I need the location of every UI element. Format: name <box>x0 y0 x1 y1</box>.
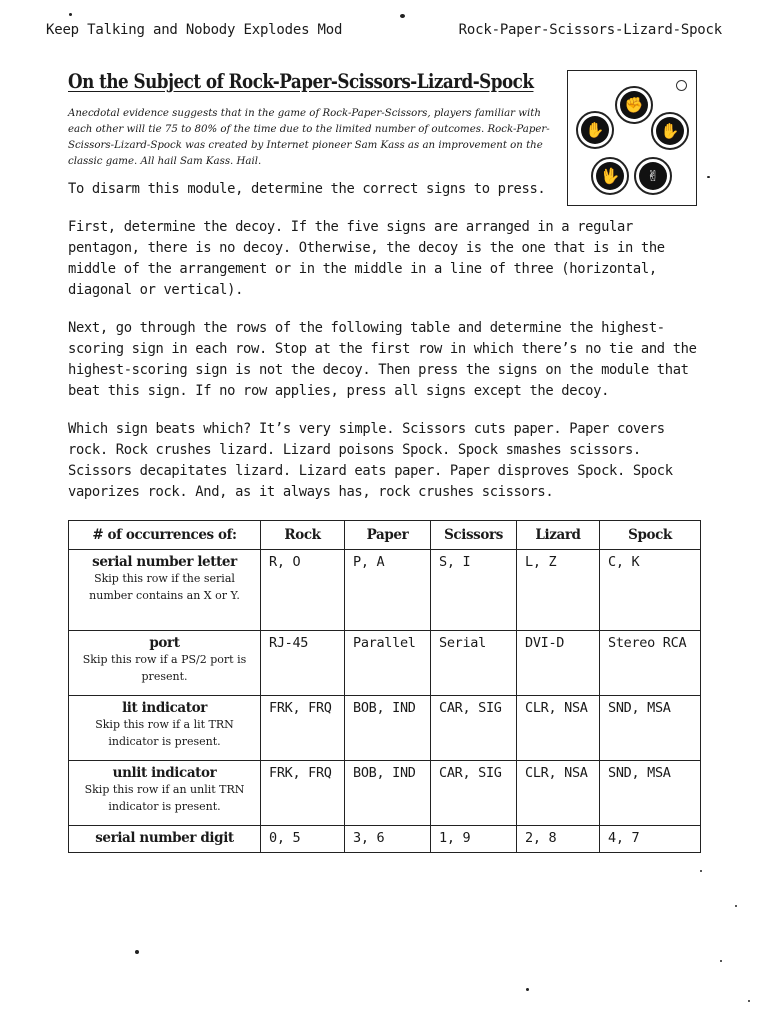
status-led-icon <box>676 80 687 91</box>
row-header <box>69 550 261 631</box>
table-cell: Parallel <box>345 631 431 696</box>
speck <box>700 870 702 872</box>
scoring-table <box>68 520 701 853</box>
column-header: Spock <box>600 521 701 550</box>
row-name: port <box>149 635 180 651</box>
speck <box>400 14 405 18</box>
row-note: Skip this row if a lit TRN indicator is present. <box>95 718 234 748</box>
table-cell: C, K <box>600 550 701 631</box>
scissors-icon: ✌ <box>634 157 672 195</box>
table-cell: 2, 8 <box>517 826 600 853</box>
column-header: Lizard <box>517 521 600 550</box>
table-header-row <box>69 521 701 550</box>
column-header: Rock <box>261 521 345 550</box>
table-cell: CAR, SIG <box>431 696 517 761</box>
speck <box>69 13 72 16</box>
row-name: serial number letter <box>92 554 237 570</box>
table-row <box>69 761 701 826</box>
table-cell: BOB, IND <box>345 696 431 761</box>
beats-paragraph: Which sign beats which? It’s very simple. Scissors cuts paper. Paper covers rock. Rock crushes lizard. Lizard poisons Spock. Spock smashes scissors. Scissors decapitates lizard. Lizard eats paper. Paper disproves Spock. Spock vaporizes rock. And, as it always has, rock crushes scissors. <box>68 421 673 500</box>
table-cell: SND, MSA <box>600 696 701 761</box>
column-header: Paper <box>345 521 431 550</box>
table-cell: DVI-D <box>517 631 600 696</box>
table-cell: FRK, FRQ <box>261 761 345 826</box>
table-cell: P, A <box>345 550 431 631</box>
column-header: # of occurrences of: <box>69 521 261 550</box>
speck <box>735 905 737 907</box>
row-name: lit indicator <box>122 700 207 716</box>
column-header: Scissors <box>431 521 517 550</box>
intro-paragraph: To disarm this module, determine the correct signs to press. <box>68 181 546 197</box>
row-name: serial number digit <box>95 830 234 846</box>
speck <box>707 176 710 178</box>
table-cell: CLR, NSA <box>517 696 600 761</box>
flavor-text: Anecdotal evidence suggests that in the game of Rock-Paper-Scissors, players familiar with each other will tie 75 to 80% of the time due to the limited number of outcomes. Rock-Paper-Scissors-Lizard-Spock was created by Internet pioneer Sam Kass as an improvement on the classic game. All hail Sam Kass. Hail. <box>68 108 550 167</box>
decoy-paragraph: First, determine the decoy. If the five signs are arranged in a regular pentagon, there is no decoy. Otherwise, the decoy is the one that is in the middle of the arrangement or in the middle in a line of three (horizontal, diagonal or vertical). <box>68 219 665 298</box>
table-cell: 3, 6 <box>345 826 431 853</box>
table-row <box>69 550 701 631</box>
paper-icon: ✋ <box>651 112 689 150</box>
speck <box>526 988 529 991</box>
procedure-paragraph: Next, go through the rows of the following table and determine the highest-scoring sign in each row. Stop at the first row in which there’s no tie and the highest-scoring sign is not the decoy. Then press the signs on the module that beat this sign. If no row applies, press all signs except the decoy. <box>68 320 697 399</box>
table-cell: CAR, SIG <box>431 761 517 826</box>
table-cell: 1, 9 <box>431 826 517 853</box>
table-cell: 0, 5 <box>261 826 345 853</box>
table-cell: R, O <box>261 550 345 631</box>
table-cell: SND, MSA <box>600 761 701 826</box>
table-cell: L, Z <box>517 550 600 631</box>
rock-icon: ✊ <box>615 86 653 124</box>
row-note: Skip this row if a PS/2 port is present. <box>82 653 247 683</box>
table-row <box>69 631 701 696</box>
row-header <box>69 696 261 761</box>
row-header <box>69 761 261 826</box>
header-module-name: Rock-Paper-Scissors-Lizard-Spock <box>458 22 722 38</box>
table-cell: CLR, NSA <box>517 761 600 826</box>
speck <box>135 950 139 954</box>
row-note: Skip this row if the serial number contains an X or Y. <box>89 572 240 602</box>
row-header <box>69 631 261 696</box>
lizard-icon: ✋ <box>576 111 614 149</box>
table-cell: RJ-45 <box>261 631 345 696</box>
header-module-source: Keep Talking and Nobody Explodes Mod <box>46 22 343 38</box>
row-name: unlit indicator <box>112 765 217 781</box>
table-cell: Stereo RCA <box>600 631 701 696</box>
row-note: Skip this row if an unlit TRN indicator is present. <box>84 783 245 813</box>
table-cell: 4, 7 <box>600 826 701 853</box>
table-cell: FRK, FRQ <box>261 696 345 761</box>
row-header <box>69 826 261 853</box>
table-cell: Serial <box>431 631 517 696</box>
spock-icon: 🖖 <box>591 157 629 195</box>
table-row <box>69 826 701 853</box>
table-cell: S, I <box>431 550 517 631</box>
page-title: On the Subject of Rock-Paper-Scissors-Lizard-Spock <box>68 70 534 93</box>
speck <box>748 1000 750 1002</box>
speck <box>720 960 722 962</box>
table-row <box>69 696 701 761</box>
table-cell: BOB, IND <box>345 761 431 826</box>
